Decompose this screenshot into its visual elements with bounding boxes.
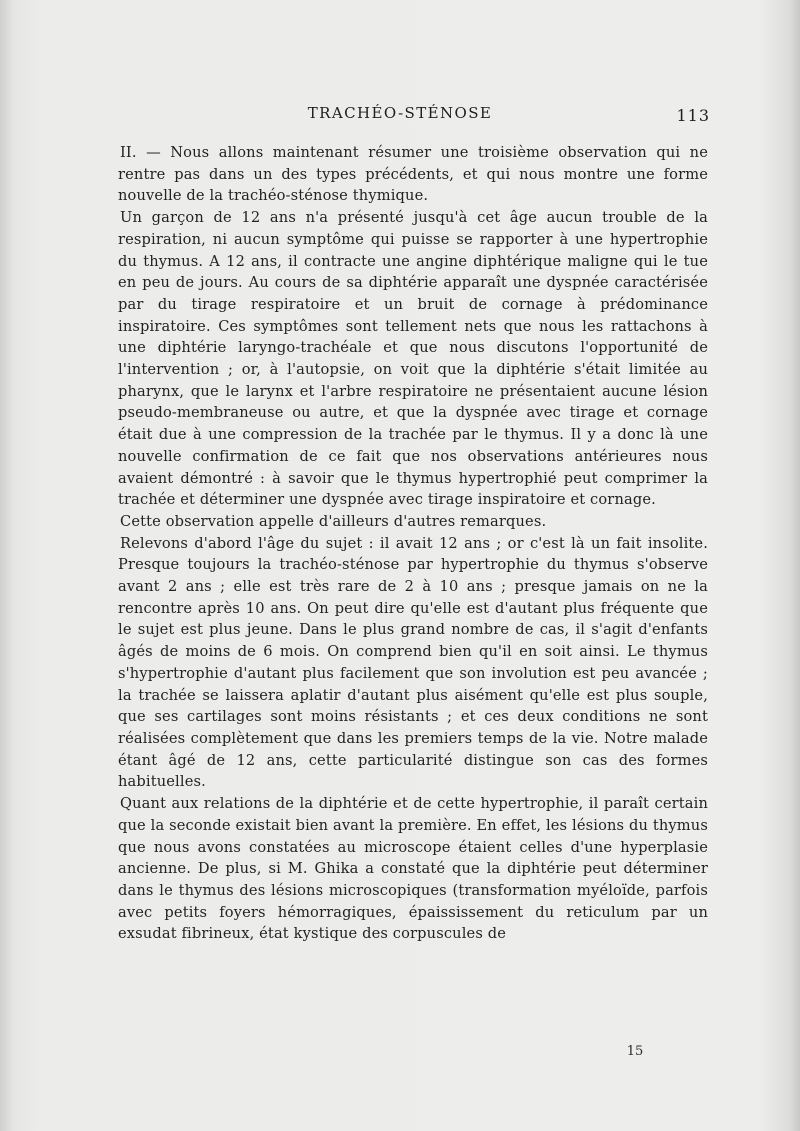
- paragraph-5: Quant aux relations de la diphtérie et de cette hypertrophie, il paraît certain que la seconde existait bien avant la première. En effet, les lésions du thymus que nous avons constatées au microscope étaient celles d'une hyperplasie ancienne. De plus, si M. Ghika a constaté que la diphtérie peut déterminer dans le thymus des lésions microscopiques (transformation myéloïde, parfois avec petits foyers hémorragiques, épaississement du reticulum par un exsudat fibrineux, état kystique des corpuscules de: [118, 795, 708, 943]
- paragraph-3: Cette observation appelle d'ailleurs d'autres remarques.: [120, 512, 547, 530]
- paragraph-4: Relevons d'abord l'âge du sujet : il avait 12 ans ; or c'est là un fait insolite. Presque toujours la trachéo-sténose par hypertrophie du thymus s'observe avant 2 ans ; elle est très rare de 2 à 10 ans ; presque jamais on ne la rencontre après 10 ans. On peut dire qu'elle est d'autant plus fréquente que le sujet est plus jeune. Dans le plus grand nombre de cas, il s'agit d'enfants âgés de moins de 6 mois. On comprend bien qu'il en soit ainsi. Le thymus s'hypertrophie d'autant plus facilement que son involution est peu avancée ; la trachée se laissera aplatir d'autant plus aisément qu'elle est plus souple, que ses cartilages sont moins résistants ; et ces deux conditions ne sont réalisées complètement que dans les premiers temps de la vie. Notre malade étant âgé de 12 ans, cette particularité distingue son cas des formes habituelles.: [118, 534, 708, 791]
- body-text: [118, 142, 708, 945]
- signature-mark: 15: [626, 1044, 644, 1059]
- page-header: [0, 100, 800, 130]
- running-title: TRACHÉO-STÉNOSE: [307, 104, 493, 122]
- page-number: 113: [676, 106, 710, 125]
- paragraph-1: II. — Nous allons maintenant résumer une troisième observation qui ne rentre pas dans un des types précédents, et qui nous montre une forme nouvelle de la trachéo-sténose thymique.: [118, 144, 708, 205]
- paragraph-2: Un garçon de 12 ans n'a présenté jusqu'à cet âge aucun trouble de la respiration, ni aucun symptôme qui puisse se rapporter à une hypertrophie du thymus. A 12 ans, il contracte une angine diphtérique maligne qui le tue en peu de jours. Au cours de sa diphtérie apparaît une dyspnée caractérisée par du tirage respiratoire et un bruit de cornage à prédominance inspiratoire. Ces symptômes sont tellement nets que nous les rattachons à une diphtérie laryngo-trachéale et que nous discutons l'opportunité de l'intervention ; or, à l'autopsie, on voit que la diphtérie s'était limitée au pharynx, que le larynx et l'arbre respiratoire ne présentaient aucune lésion pseudo-membraneuse ou autre, et que la dyspnée avec tirage et cornage était due à une compression de la trachée par le thymus. Il y a donc là une nouvelle confirmation de ce fait que nos observations antérieures nous avaient démontré : à savoir que le thymus hypertrophié peut comprimer la trachée et déterminer une dyspnée avec tirage inspiratoire et cornage.: [118, 209, 708, 509]
